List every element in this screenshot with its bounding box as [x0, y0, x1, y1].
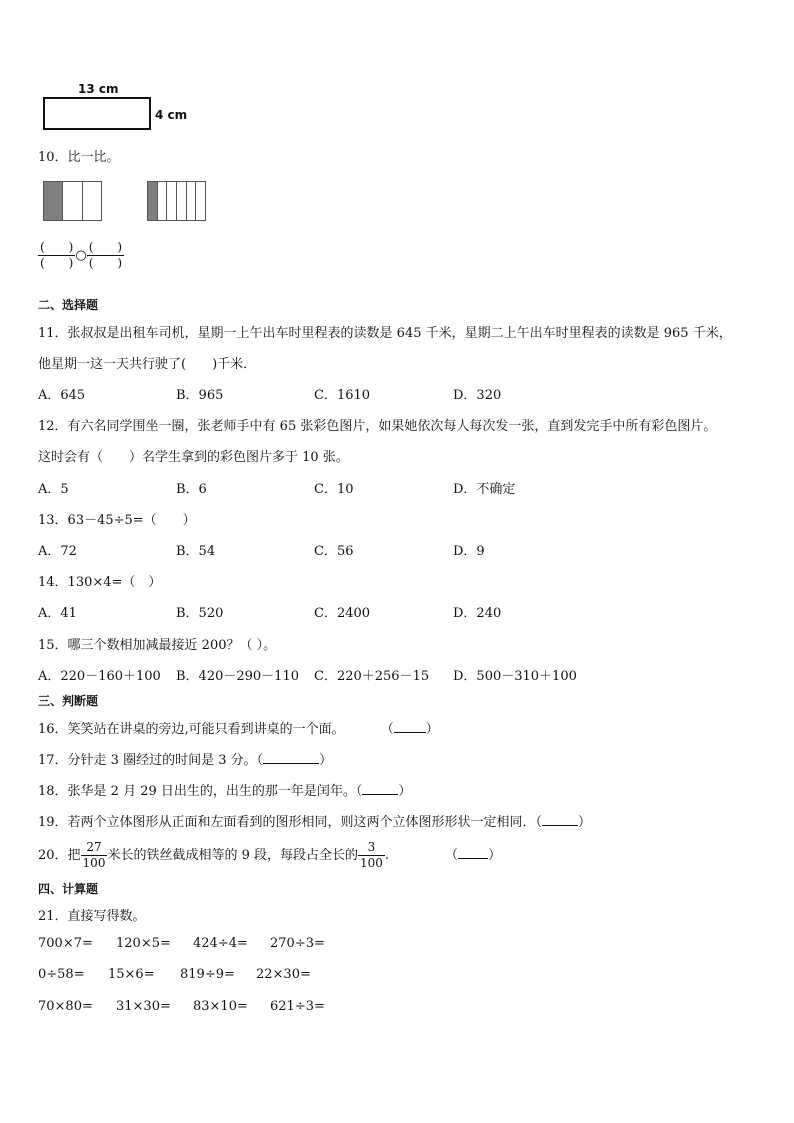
- fraction-bar-right: [147, 181, 206, 221]
- q17-answer-blank[interactable]: [263, 751, 319, 764]
- q16-text: 16．笑笑站在讲桌的旁边,可能只看到讲桌的一个面。: [38, 722, 345, 737]
- q12-option-a[interactable]: A．5: [38, 482, 69, 497]
- q11-option-d[interactable]: D．320: [453, 388, 502, 403]
- q15-option-c[interactable]: C．220＋256－15: [314, 669, 430, 684]
- bar-cell: [195, 181, 206, 221]
- calc-item[interactable]: 0÷58=: [38, 967, 85, 982]
- q14-option-a[interactable]: A．41: [38, 606, 77, 621]
- q12-line1: 12．有六名同学围坐一圈，张老师手中有 65 张彩色图片，如果她依次每人每次发一张，直到发完手中所有彩色图片。: [38, 419, 717, 434]
- q20-frac1-denominator: 100: [82, 856, 106, 870]
- calc-item[interactable]: 15×6=: [108, 967, 155, 982]
- q20-answer-blank[interactable]: [458, 846, 488, 859]
- q17-close-paren: ）: [319, 753, 333, 768]
- q12-line2: 这时会有（ ）名学生拿到的彩色图片多于 10 张。: [38, 450, 349, 465]
- q10-left-denominator[interactable]: ( ): [40, 256, 74, 270]
- q20-close-paren: ）: [488, 848, 502, 863]
- calc-item[interactable]: 424÷4=: [193, 936, 248, 951]
- calc-item[interactable]: 22×30=: [256, 967, 311, 982]
- q15-option-a[interactable]: A．220－160＋100: [38, 669, 161, 684]
- q13-option-b[interactable]: B．54: [176, 544, 216, 559]
- q16-open-paren: （: [380, 722, 394, 737]
- calc-item[interactable]: 819÷9=: [180, 967, 235, 982]
- q20-suffix: .: [384, 848, 390, 863]
- q10-right-denominator[interactable]: ( ): [88, 256, 123, 270]
- q14-text: 14．130×4=（ ）: [38, 575, 162, 590]
- q19-answer-blank[interactable]: [542, 813, 578, 826]
- q10-compare-circle[interactable]: ○: [75, 248, 87, 263]
- q12-option-d[interactable]: D．不确定: [453, 482, 516, 497]
- q10-right-fraction: [87, 240, 124, 271]
- fraction-bar-left: [43, 181, 102, 221]
- q19-close-paren: ）: [578, 815, 592, 830]
- rectangle-shape: [43, 97, 151, 130]
- q16: [38, 718, 439, 737]
- q11-line1: 11．张叔叔是出租车司机，星期一上午出车时里程表的读数是 645 千米，星期二上午出车时里程表的读数是 965 千米，: [38, 326, 732, 341]
- bar-cell: [62, 181, 82, 221]
- q20-prefix: 20．把: [38, 848, 81, 863]
- q10-comparison: [38, 240, 124, 271]
- q16-close-paren: ）: [425, 722, 439, 737]
- calc-item[interactable]: 700×7=: [38, 936, 93, 951]
- q10-left-numerator[interactable]: ( ): [40, 240, 74, 254]
- q13-option-c[interactable]: C．56: [314, 544, 354, 559]
- rect-length-label: 13 cm: [78, 82, 119, 96]
- q20-frac2-numerator: 3: [358, 840, 385, 856]
- calc-item[interactable]: 83×10=: [193, 999, 248, 1014]
- q18: [38, 780, 411, 799]
- q19: [38, 811, 591, 830]
- q15-text: 15．哪三个数相加减最接近 200？（ ）。: [38, 638, 277, 653]
- q11-option-a[interactable]: A．645: [38, 388, 86, 403]
- q20-middle: 米长的铁丝截成相等的 9 段，每段占全长的: [107, 848, 358, 863]
- calc-item[interactable]: 270÷3=: [270, 936, 325, 951]
- q10-right-numerator[interactable]: ( ): [88, 240, 123, 254]
- rect-width-label: 4 cm: [155, 108, 188, 122]
- q10-left-fraction: [38, 240, 75, 271]
- calc-item[interactable]: 31×30=: [116, 999, 171, 1014]
- section-3-title: 三、判断题: [38, 694, 99, 708]
- q19-text: 19．若两个立体图形从正面和左面看到的图形相同，则这两个立体图形形状一定相同．（: [38, 815, 543, 830]
- q11-option-c[interactable]: C．1610: [314, 388, 371, 403]
- calc-item[interactable]: 621÷3=: [270, 999, 325, 1014]
- q10-prompt: 10．比一比。: [38, 150, 120, 165]
- q14-option-c[interactable]: C．2400: [314, 606, 371, 621]
- q21-prompt: 21．直接写得数。: [38, 909, 146, 924]
- section-4-title: 四、计算题: [38, 882, 99, 896]
- q14-option-d[interactable]: D．240: [453, 606, 502, 621]
- q15-option-d[interactable]: D．500－310＋100: [453, 669, 577, 684]
- q14-option-b[interactable]: B．520: [176, 606, 224, 621]
- q20-fraction-part: [358, 840, 385, 871]
- q12-option-c[interactable]: C．10: [314, 482, 354, 497]
- q20-open-paren: （: [445, 848, 459, 863]
- q20-frac1-numerator: 27: [81, 840, 108, 856]
- q20-frac2-denominator: 100: [360, 856, 383, 870]
- section-2-title: 二、选择题: [38, 298, 99, 312]
- q17: [38, 749, 332, 768]
- q18-close-paren: ）: [398, 784, 412, 799]
- calc-item[interactable]: 70×80=: [38, 999, 93, 1014]
- q18-text: 18．张华是 2 月 29 日出生的，出生的那一年是闰年。（: [38, 784, 363, 799]
- q16-answer-blank[interactable]: [394, 720, 426, 733]
- q20-fraction-length: [81, 840, 108, 871]
- q18-answer-blank[interactable]: [362, 782, 398, 795]
- q15-option-b[interactable]: B．420－290－110: [176, 669, 299, 684]
- q17-text: 17．分针走 3 圈经过的时间是 3 分。（: [38, 753, 264, 768]
- q13-text: 13．63－45÷5=（ ）: [38, 513, 196, 528]
- q20: [38, 838, 501, 874]
- q12-option-b[interactable]: B．6: [176, 482, 207, 497]
- q13-option-d[interactable]: D．9: [453, 544, 485, 559]
- bar-cell: [82, 181, 102, 221]
- q13-option-a[interactable]: A．72: [38, 544, 77, 559]
- calc-item[interactable]: 120×5=: [116, 936, 171, 951]
- q11-option-b[interactable]: B．965: [176, 388, 224, 403]
- bar-cell-shaded: [43, 181, 63, 221]
- q11-line2: 他星期一这一天共行驶了( )千米．: [38, 357, 257, 372]
